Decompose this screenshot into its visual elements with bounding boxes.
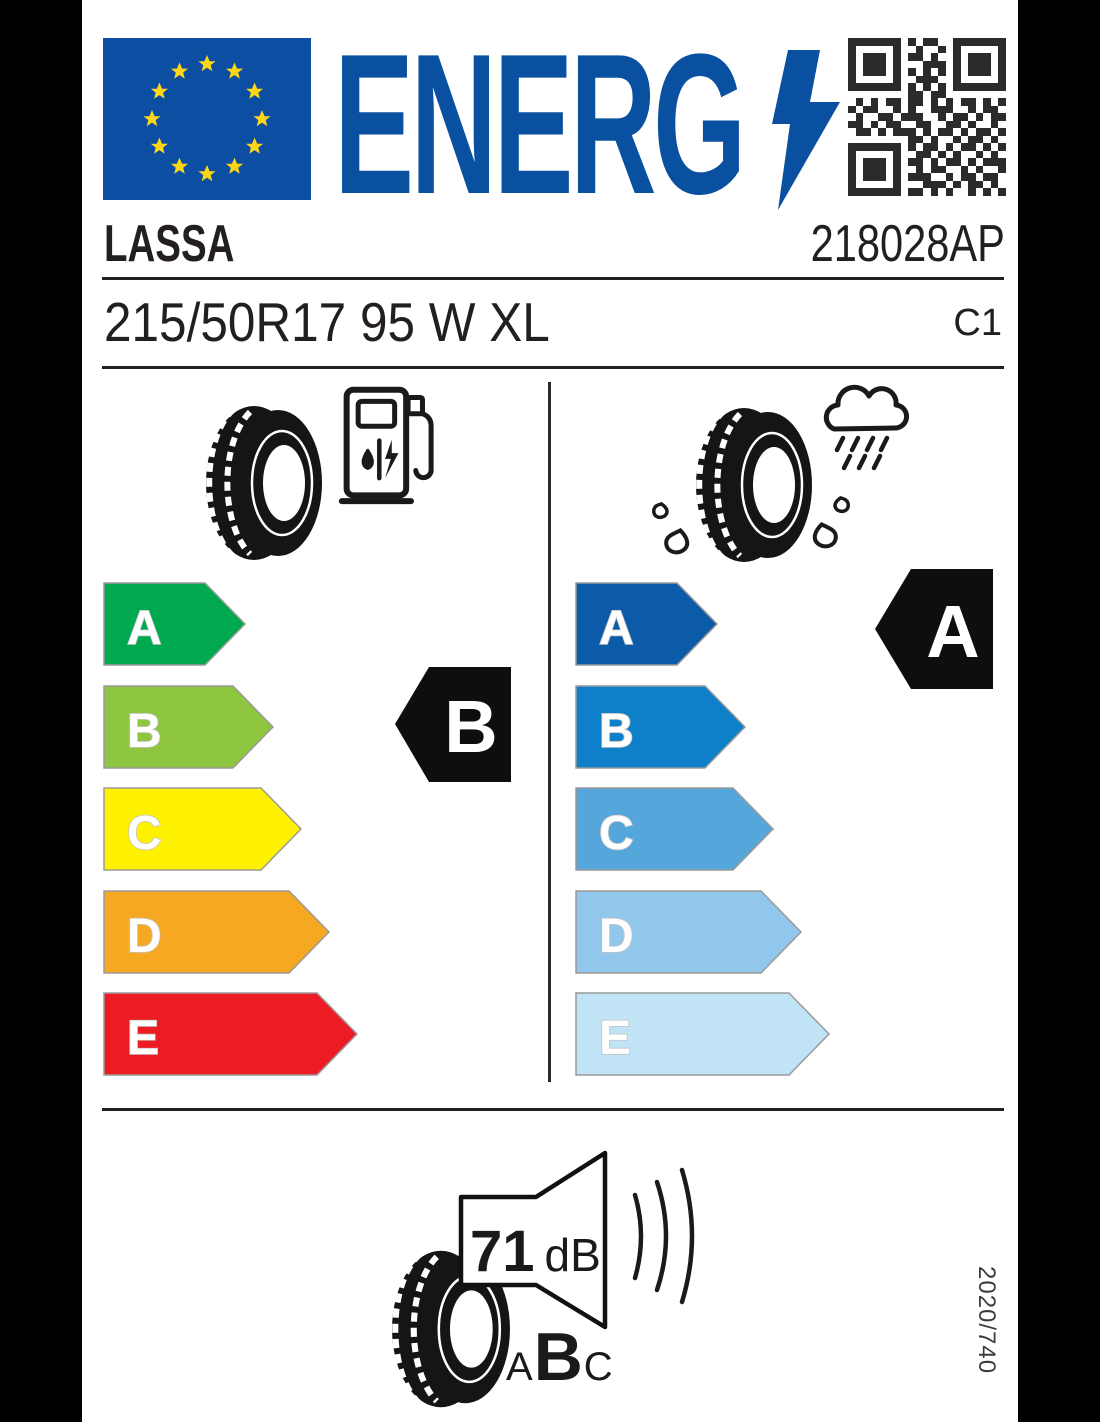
wet-grip-scale [575,582,835,1076]
fuel-grade-letter: A [127,602,162,655]
fuel-grade-letter: B [127,705,162,758]
scale-divider [548,382,551,1082]
fuel-tire-icon [204,404,324,562]
fuel-grade-arrow-a [103,582,247,666]
wet-rating-arrow [873,567,995,691]
fuel-grade-letter: C [127,807,162,860]
noise-class-a: A [506,1345,533,1389]
wet-grade-letter: D [599,910,634,963]
qr-code [848,38,1006,196]
fuel-efficiency-scale [103,582,363,1076]
fuel-grade-letter: D [127,910,162,963]
tyre-size: 215/50R17 95 W XL [104,291,550,353]
regulation-number: 2020/740 [973,1266,1000,1375]
wet-grade-arrow-d [575,890,803,974]
fuel-grade-arrow-d [103,890,331,974]
energ-logo-text: ENERG [334,13,743,236]
fuel-grade-arrow-e [103,992,359,1076]
separator-line [102,1108,1004,1111]
wet-grade-arrow-b [575,685,747,769]
wet-grade-arrow-c [575,787,775,871]
splash-icon [652,498,704,560]
noise-unit: dB [544,1229,601,1281]
tyre-label [82,0,1018,1422]
wet-grade-arrow-e [575,992,831,1076]
noise-class-c: C [583,1345,613,1389]
energy-bolt-icon [770,50,842,212]
fuel-grade-arrow-b [103,685,275,769]
fuel-rating-letter: B [444,685,498,768]
wet-grade-letter: B [599,705,634,758]
wet-grade-letter: C [599,807,634,860]
article-number: 218028AP [810,215,1005,273]
eu-flag-icon [103,38,311,200]
fuel-rating-arrow [393,665,513,784]
noise-value: 71 [470,1219,535,1284]
noise-level [470,1218,601,1285]
wet-rating-letter: A [926,590,980,673]
wet-grade-letter: A [599,602,634,655]
vehicle-class: C1 [953,302,1002,344]
wet-tire-icon [694,406,814,564]
separator-line [102,277,1004,280]
fuel-pump-icon [338,384,434,506]
wet-grade-arrow-a [575,582,719,666]
wet-grade-letter: E [599,1012,632,1065]
fuel-grade-letter: E [127,1012,160,1065]
noise-rating-letter: B [533,1319,583,1395]
separator-line [102,366,1004,369]
noise-class-letters [506,1318,613,1396]
fuel-grade-arrow-c [103,787,303,871]
brand: LASSA [104,215,235,273]
splash-icon [798,492,850,554]
rain-cloud-icon [810,382,920,482]
sound-waves-icon [630,1162,710,1312]
